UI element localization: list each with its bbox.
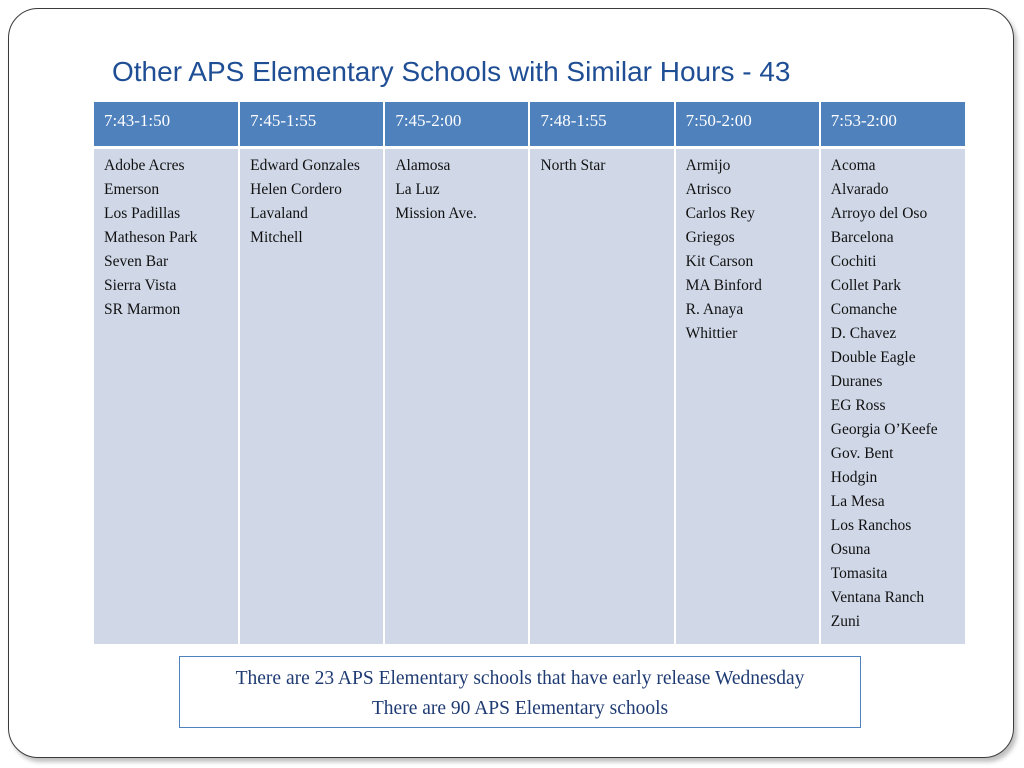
column-header: 7:45-2:00 (384, 102, 529, 147)
header-row (94, 102, 965, 147)
schools-row (94, 147, 965, 644)
school-name: Double Eagle (830, 348, 916, 366)
school-name: Comanche (830, 300, 898, 318)
summary-note (179, 656, 861, 728)
school-name: Ventana Ranch (830, 588, 925, 606)
school-name: Hodgin (830, 468, 878, 486)
school-list-cell (384, 147, 529, 644)
school-name: Los Padillas (104, 204, 181, 222)
school-name: Cochiti (830, 252, 877, 270)
note-line-total: There are 90 APS Elementary schools (371, 698, 669, 719)
school-name: Carlos Rey (685, 204, 755, 222)
school-name: Sierra Vista (104, 276, 177, 294)
school-list-cell (820, 147, 965, 644)
column-header: 7:53-2:00 (820, 102, 965, 147)
school-name: Zuni (830, 612, 861, 630)
column-header: 7:48-1:55 (529, 102, 674, 147)
column-header: 7:43-1:50 (94, 102, 239, 147)
school-name: La Luz (395, 180, 440, 198)
school-name: R. Anaya (685, 300, 744, 318)
school-name: EG Ross (830, 396, 886, 414)
school-name: Armijo (685, 156, 731, 174)
note-line-early-release: There are 23 APS Elementary schools that have early release Wednesday (235, 668, 805, 689)
school-name: Helen Cordero (250, 180, 342, 198)
school-name: Duranes (830, 372, 883, 390)
school-name: Collet Park (830, 276, 901, 294)
column-header: 7:50-2:00 (675, 102, 820, 147)
column-header: 7:45-1:55 (239, 102, 384, 147)
schedule-table (94, 102, 965, 644)
slide-title: Other APS Elementary Schools with Similar Hours - 43 (112, 56, 791, 87)
school-name: Los Ranchos (830, 516, 912, 534)
school-name: Lavaland (250, 204, 308, 222)
school-name: MA Binford (685, 276, 762, 294)
school-name: Gov. Bent (830, 444, 894, 462)
school-list-cell (675, 147, 820, 644)
school-name: Adobe Acres (104, 156, 185, 174)
school-name: Kit Carson (685, 252, 754, 270)
school-name: Edward Gonzales (250, 156, 360, 174)
school-name: North Star (540, 156, 606, 174)
school-name: SR Marmon (104, 300, 181, 318)
school-list-cell (94, 147, 239, 644)
school-name: Tomasita (830, 564, 888, 582)
school-name: Seven Bar (104, 252, 169, 270)
school-name: Osuna (830, 540, 871, 558)
school-name: Barcelona (830, 228, 894, 246)
school-name: Atrisco (685, 180, 732, 198)
school-name: Georgia O’Keefe (830, 420, 938, 438)
school-name: La Mesa (830, 492, 885, 510)
school-name: Alvarado (830, 180, 889, 198)
school-name: D. Chavez (830, 324, 897, 342)
school-list-cell (239, 147, 384, 644)
school-name: Mitchell (250, 228, 303, 246)
school-name: Matheson Park (104, 228, 198, 246)
school-name: Griegos (685, 228, 735, 246)
school-list-cell (529, 147, 674, 644)
school-name: Alamosa (395, 156, 451, 174)
school-name: Emerson (104, 180, 160, 198)
school-name: Acoma (830, 156, 876, 174)
school-name: Whittier (685, 324, 738, 342)
school-name: Arroyo del Oso (830, 204, 928, 222)
school-name: Mission Ave. (395, 204, 477, 222)
